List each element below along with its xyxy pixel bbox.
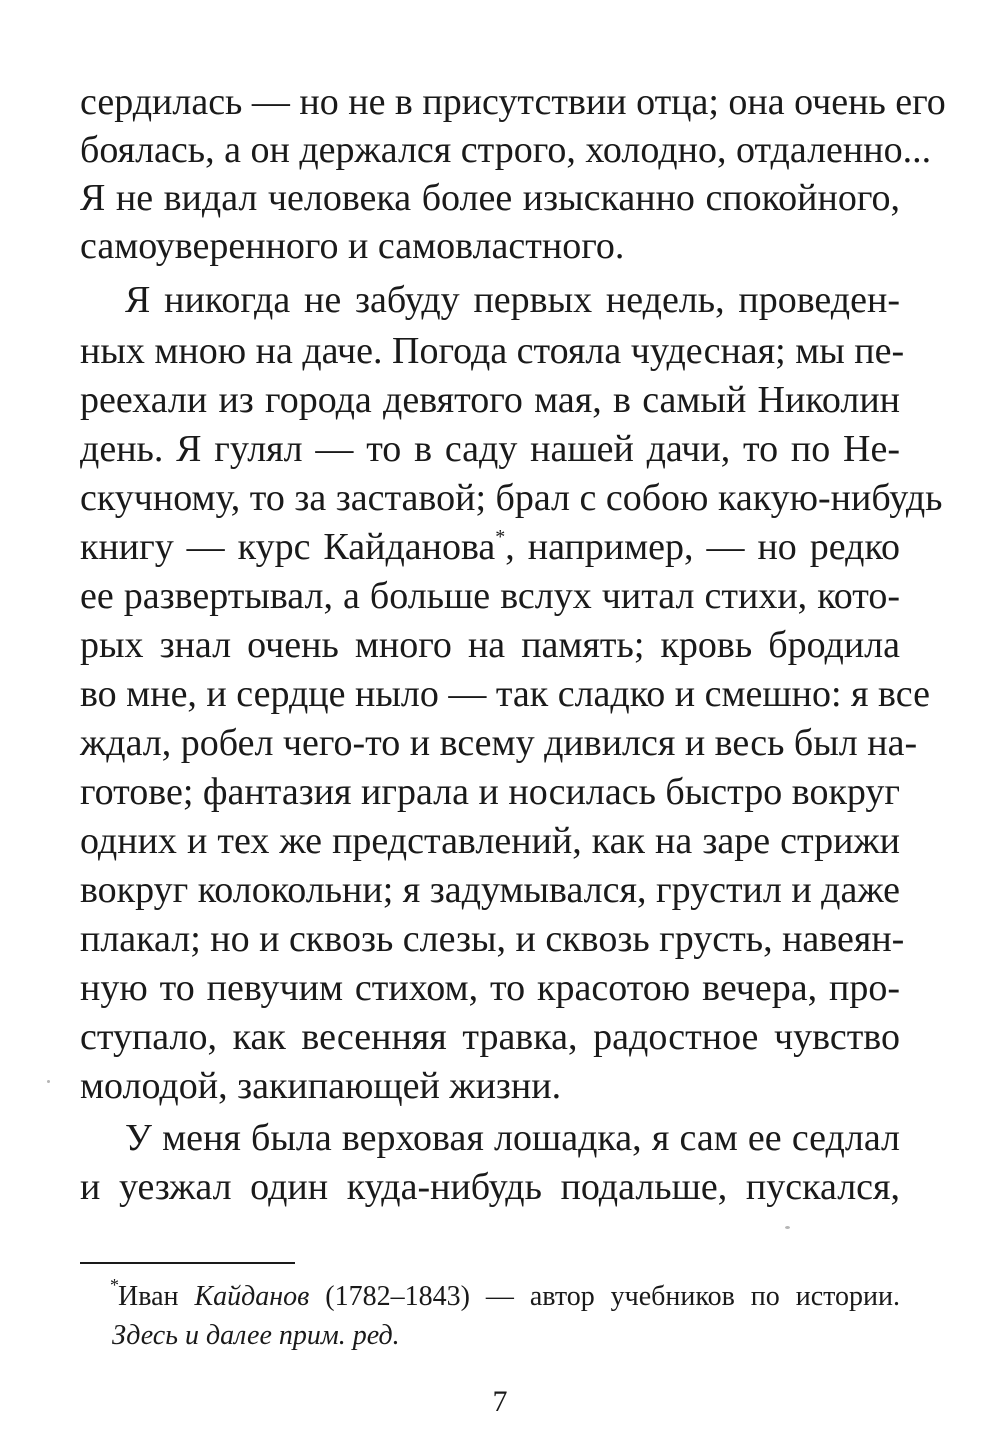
text-line: вокруг колокольни; я задумывался, грустил и даже	[80, 869, 901, 911]
text-line: ных мною на даче. Погода стояла чудесная; мы пе-	[80, 330, 905, 372]
text-line: и уезжал один куда-нибудь подальше, пускался,	[80, 1166, 900, 1208]
footnote-name: Кайданов	[194, 1281, 310, 1312]
footnote-rest: (1782–1843) — автор учебников по истории.	[309, 1281, 901, 1312]
text-fragment: книгу — курс Кайданова	[80, 526, 496, 568]
text-line: Я никогда не забуду первых недель, проведен-	[125, 279, 900, 321]
text-fragment: , например, — но редко	[505, 526, 900, 568]
text-line: во мне, и сердце ныло — так сладко и смешно: я все	[80, 673, 930, 715]
text-line: боялась, а он держался строго, холодно, отдаленно...	[80, 129, 932, 171]
footnote-note: Здесь и далее прим. ред.	[112, 1320, 400, 1351]
text-line: плакал; но и сквозь слезы, и сквозь грусть, навеян-	[80, 918, 905, 960]
text-line: готове; фантазия играла и носилась быстро вокруг	[80, 771, 900, 813]
text-line: день. Я гулял — то в саду нашей дачи, то по Не-	[80, 428, 900, 470]
footnote-text	[118, 1279, 900, 1315]
text-line: сердилась — но не в присутствии отца; она очень его	[80, 81, 946, 123]
text-line: Я не видал человека более изысканно спокойного,	[80, 177, 900, 219]
footnote-divider	[80, 1262, 295, 1264]
text-line: ную то певучим стихом, то красотою вечера, про-	[80, 967, 900, 1009]
text-line-with-footnote	[80, 523, 900, 571]
page-number: 7	[492, 1385, 508, 1418]
scan-speck	[47, 1080, 50, 1083]
footnote-prefix: Иван	[118, 1281, 195, 1312]
text-line: самоуверенного и самовластного.	[80, 225, 625, 267]
text-line: ее развертывал, а больше вслух читал стихи, кото-	[80, 575, 900, 617]
text-line: одних и тех же представлений, как на заре стрижи	[80, 820, 900, 862]
text-line: рых знал очень много на память; кровь бродила	[80, 624, 900, 666]
text-line: скучному, то за заставой; брал с собою какую-нибудь	[80, 477, 943, 519]
text-line: молодой, закипающей жизни.	[80, 1065, 562, 1107]
text-line: У меня была верховая лошадка, я сам ее седлал	[125, 1117, 900, 1159]
footnote-marker: *	[495, 526, 506, 548]
text-line: ступало, как весенняя травка, радостное чувство	[80, 1016, 900, 1058]
footnote-editor-note	[112, 1318, 902, 1354]
text-line: реехали из города девятого мая, в самый Николин	[80, 379, 900, 421]
footnote-marker: *	[110, 1275, 119, 1295]
scan-speck	[785, 1226, 790, 1229]
text-line: ждал, робел чего-то и всему дивился и весь был на-	[80, 722, 918, 764]
